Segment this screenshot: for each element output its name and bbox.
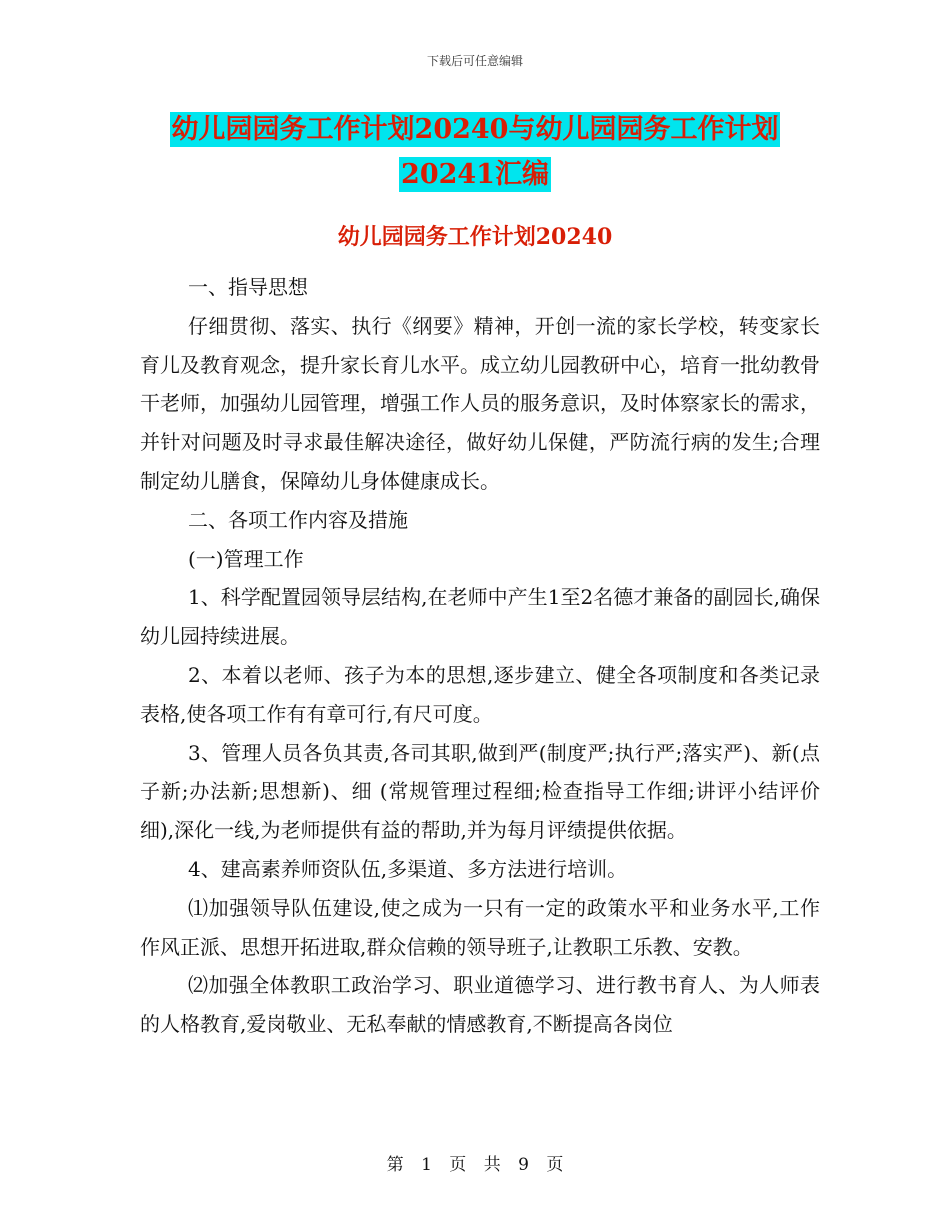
footer-current-page: 1 — [421, 1155, 432, 1175]
paragraph: 仔细贯彻、落实、执行《纲要》精神，开创一流的家长学校，转变家长育儿及教育观念，提升家长育儿水平。成立幼儿园教研中心，培育一批幼教骨干老师，加强幼儿园管理，增强工作人员的服务意识，及时体察家长的需求，并针对问题及时寻求最佳解决途径，做好幼儿保健，严防流行病的发生;合理制定幼儿膳食，保障幼儿身体健康成长。 — [140, 313, 820, 493]
title-highlight-2: 20241汇编 — [401, 159, 549, 190]
paragraph: ⑵加强全体教职工政治学习、职业道德学习、进行教书育人、为人师表的人格教育,爱岗敬业、无私奉献的情感教育,不断提高各岗位 — [140, 973, 820, 1037]
footer-label-page: 第 — [386, 1155, 404, 1175]
heading-management: (一)管理工作 — [188, 546, 304, 571]
header-note: 下载后可任意编辑 — [426, 54, 523, 68]
section-subtitle: 幼儿园园务工作计划20240 — [337, 224, 613, 250]
paragraph: ⑴加强领导队伍建设,使之成为一只有一定的政策水平和业务水平,工作作风正派、思想开拓进取,群众信赖的领导班子,让教职工乐教、安教。 — [140, 895, 820, 959]
paragraph: 2、本着以老师、孩子为本的思想,逐步建立、健全各项制度和各类记录表格,使各项工作有有章可行,有尺可度。 — [140, 662, 820, 726]
heading-work-content: 二、各项工作内容及措施 — [188, 507, 408, 532]
footer-label-ye: 页 — [449, 1155, 467, 1175]
footer-total-pages: 9 — [518, 1155, 529, 1175]
heading-guiding-thought: 一、指导思想 — [188, 275, 308, 299]
title-highlight-1: 幼儿园园务工作计划20240与幼儿园园务工作计划 — [171, 114, 779, 145]
footer-label-ye2: 页 — [546, 1155, 564, 1175]
footer-label-total: 共 — [483, 1155, 501, 1175]
paragraph: 4、建高素养师资队伍,多渠道、多方法进行培训。 — [188, 856, 628, 881]
document-body — [140, 268, 820, 1044]
document-title-line-2 — [0, 148, 950, 202]
paragraph: 1、科学配置园领导层结构,在老师中产生1至2名德才兼备的副园长,确保幼儿园持续进展。 — [140, 585, 820, 649]
paragraph: 3、管理人员各负其责,各司其职,做到严(制度严;执行严;落实严)、新(点子新;办法新;思想新)、细 (常规管理过程细;检查指导工作细;讲评小结评价细),深化一线,为老师提供有益的帮助,并为每月评绩提供依据。 — [140, 740, 820, 843]
page-footer — [0, 1150, 950, 1175]
